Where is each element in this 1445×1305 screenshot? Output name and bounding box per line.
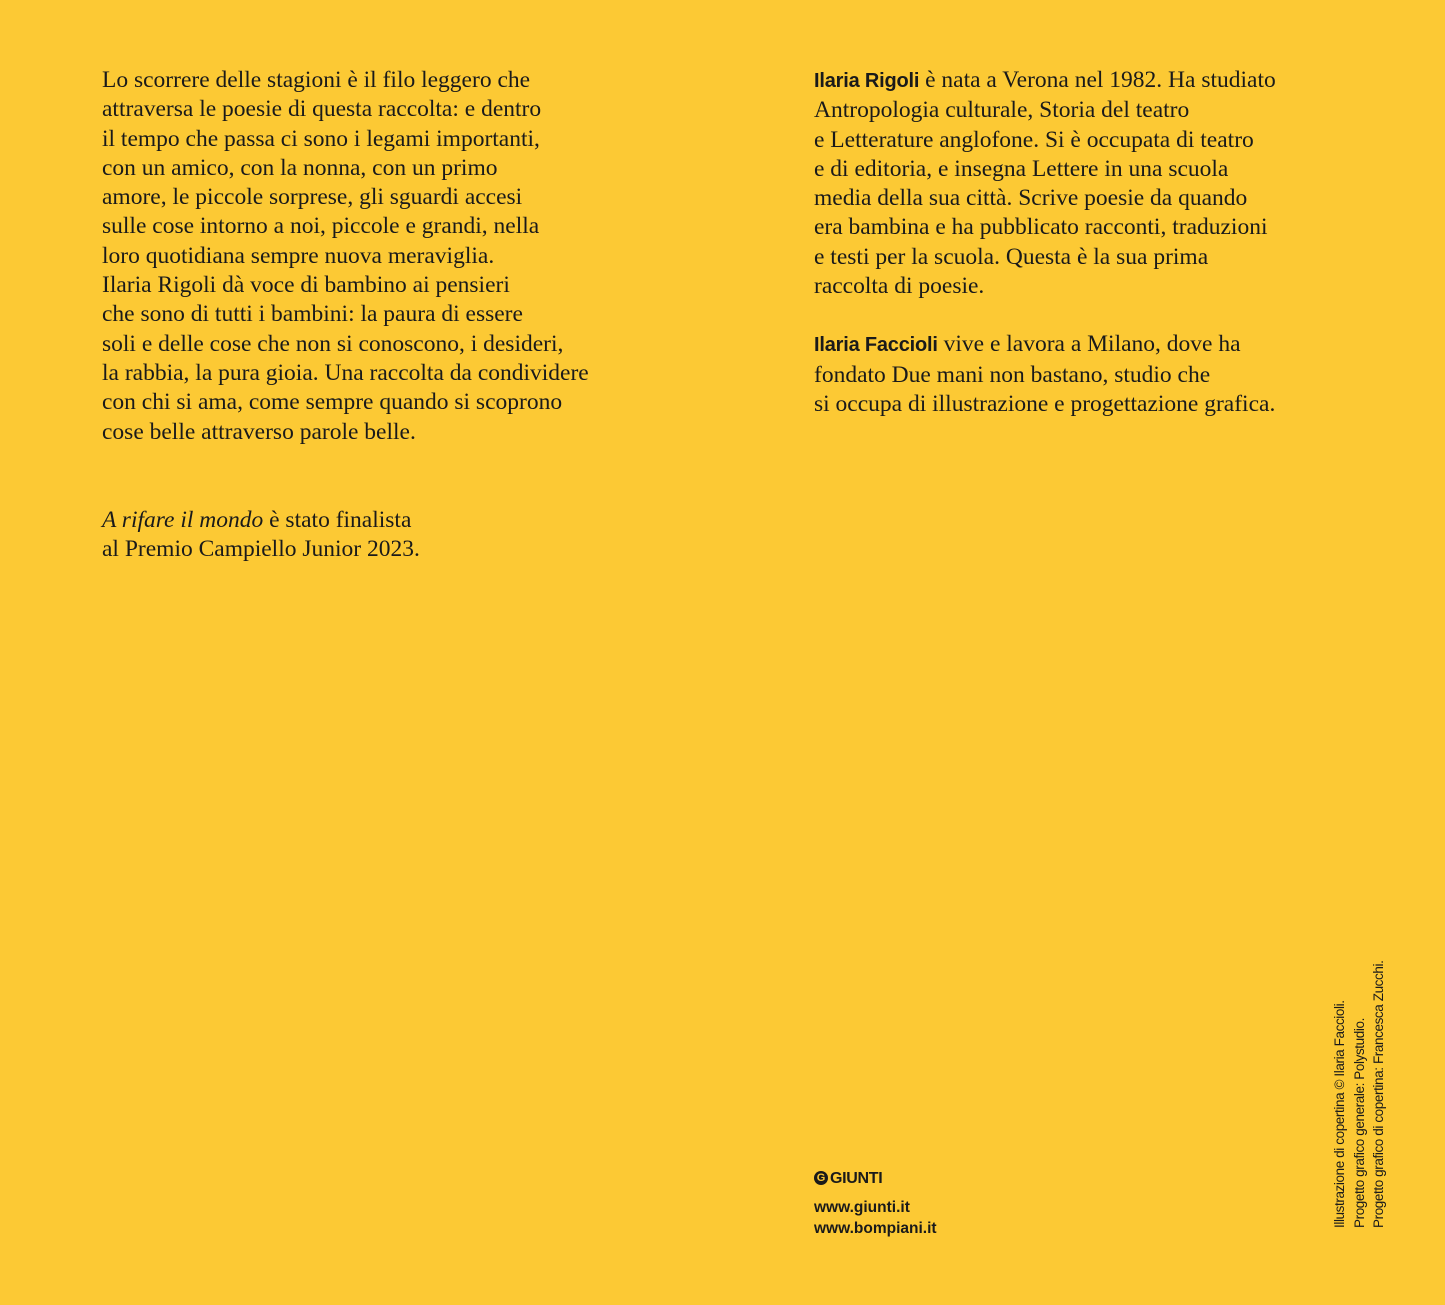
author-bio — [814, 66, 1374, 301]
description-line: amore, le piccole sorprese, gli sguardi accesi — [102, 184, 523, 211]
illustrator-bio-line — [814, 330, 1374, 360]
award-line-rest: è stato finalista — [263, 506, 412, 533]
book-title: A rifare il mondo — [102, 506, 264, 533]
illustrator-bio-line-rest: vive e lavora a Milano, dove ha — [937, 331, 1241, 358]
illustrator-bio-line: si occupa di illustrazione e progettazione grafica. — [814, 390, 1276, 417]
description-line: sulle cose intorno a noi, piccole e grandi, nella — [102, 213, 540, 240]
illustrator-name: Ilaria Faccioli — [814, 334, 938, 357]
illustrator-bio — [814, 330, 1374, 419]
author-bio-line: e di editoria, e insegna Lettere in una scuola — [814, 155, 1229, 182]
illustrator-bio-line: fondato Due mani non bastano, studio che — [814, 361, 1211, 388]
award-line — [102, 506, 662, 535]
left-column — [102, 66, 662, 564]
description-line: che sono di tutti i bambini: la paura di essere — [102, 301, 523, 328]
right-column — [814, 66, 1374, 419]
description-line: attraversa le poesie di questa raccolta: e dentro — [102, 96, 542, 123]
author-bio-line: raccolta di poesie. — [814, 273, 985, 300]
author-bio-line-rest: è nata a Verona nel 1982. Ha studiato — [919, 67, 1276, 93]
description-line: il tempo che passa ci sono i legami importanti, — [102, 125, 540, 152]
credit-line: Progetto grafico generale: Polystudio. — [1351, 1018, 1367, 1228]
author-name: Ilaria Rigoli — [814, 70, 920, 92]
description-line: con chi si ama, come sempre quando si scoprono — [102, 389, 563, 416]
author-bio-line — [814, 66, 1374, 96]
credit-line: Progetto grafico di copertina: Francesca Zucchi. — [1371, 960, 1386, 1228]
publisher-url-giunti[interactable]: www.giunti.it — [814, 1199, 910, 1216]
publisher-logo-text: GIUNTI — [830, 1169, 883, 1187]
publisher-logo — [814, 1166, 937, 1190]
award-note — [102, 506, 662, 565]
author-bio-line: e testi per la scuola. Questa è la sua prima — [814, 243, 1209, 270]
description-line: con un amico, con la nonna, con un primo — [102, 154, 498, 181]
book-description — [102, 66, 662, 447]
cover-credits — [1330, 961, 1389, 1228]
description-line: Lo scorrere delle stagioni è il filo leggero che — [102, 67, 531, 93]
author-bio-line: era bambina e ha pubblicato racconti, traduzioni — [814, 214, 1268, 241]
credit-line: Illustrazione di copertina © Ilaria Faccioli. — [1332, 1000, 1347, 1228]
description-line: soli e delle cose che non si conoscono, i desideri, — [102, 330, 564, 357]
award-line: al Premio Campiello Junior 2023. — [102, 536, 420, 563]
description-line: la rabbia, la pura gioia. Una raccolta da condividere — [102, 359, 589, 386]
description-line: loro quotidiana sempre nuova meraviglia. — [102, 242, 495, 269]
giunti-logo-icon: G — [814, 1171, 828, 1185]
publisher-block — [814, 1166, 937, 1239]
publisher-url-bompiani[interactable]: www.bompiani.it — [814, 1220, 937, 1237]
author-bio-line: Antropologia culturale, Storia del teatro — [814, 97, 1190, 124]
description-line: cose belle attraverso parole belle. — [102, 418, 416, 445]
author-bio-line: e Letterature anglofone. Si è occupata di teatro — [814, 126, 1254, 153]
author-bio-line: media della sua città. Scrive poesie da quando — [814, 185, 1248, 212]
description-line: Ilaria Rigoli dà voce di bambino ai pensieri — [102, 272, 510, 299]
